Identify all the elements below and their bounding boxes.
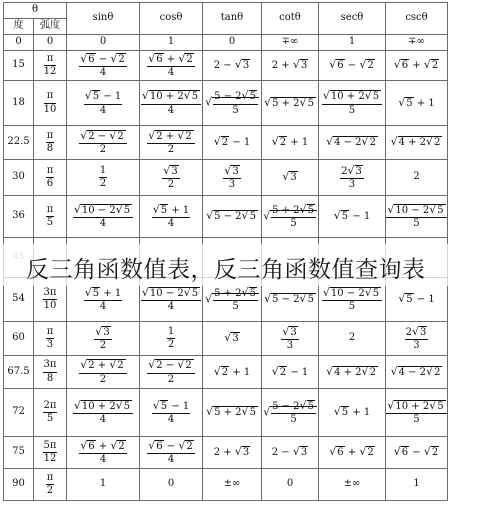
csc-cell: √4 + 2√2 xyxy=(386,126,448,160)
csc-cell: √6 + √2 xyxy=(386,51,448,81)
cos-cell: $\frac{√2 - √2}{2}$ xyxy=(140,356,203,389)
table-row xyxy=(4,196,448,238)
cos-cell: $\frac{√10 + 2√5}{4}$ xyxy=(140,81,203,126)
sin-cell: $\frac{√5 + 1}{4}$ xyxy=(67,278,140,322)
table-row xyxy=(4,35,448,51)
header-theta: θ xyxy=(4,3,67,19)
table-row xyxy=(4,81,448,126)
csc-cell: $\frac{2√3}{3}$ xyxy=(386,322,448,356)
degree-cell: 72 xyxy=(4,389,34,437)
radian-cell: $\frac{\pi}{6}$ xyxy=(34,160,67,196)
tan-cell: ±∞ xyxy=(203,469,262,501)
csc-cell: 1 xyxy=(386,469,448,501)
tan-cell: √3 xyxy=(203,322,262,356)
header-cot: cotθ xyxy=(262,3,319,35)
degree-cell: 75 xyxy=(4,437,34,469)
cos-cell: $\frac{√3}{2}$ xyxy=(140,160,203,196)
csc-cell: $\frac{√10 + 2√5}{5}$ xyxy=(386,389,448,437)
tan-cell: √2 − 1 xyxy=(203,126,262,160)
sec-cell: √4 − 2√2 xyxy=(319,126,386,160)
table-row xyxy=(4,51,448,81)
degree-cell: 60 xyxy=(4,322,34,356)
cot-cell: 2 + √3 xyxy=(262,51,319,81)
tan-cell: $\frac{√3}{3}$ xyxy=(203,160,262,196)
radian-cell: $\frac{\pi}{3}$ xyxy=(34,322,67,356)
sec-cell: √5 − 1 xyxy=(319,196,386,238)
cot-cell: √5 − 2√5 xyxy=(262,278,319,322)
cos-cell: $\frac{1}{2}$ xyxy=(140,322,203,356)
degree-cell: 90 xyxy=(4,469,34,501)
cot-cell: $\frac{√3}{3}$ xyxy=(262,322,319,356)
cot-cell: 2 − √3 xyxy=(262,437,319,469)
tan-cell: √ $\frac{5 - 2√5}{5}$ xyxy=(203,81,262,126)
sin-cell: $\frac{√2 - √2}{2}$ xyxy=(67,126,140,160)
tan-cell: √ $\frac{5 + 2√5}{5}$ xyxy=(203,278,262,322)
radian-cell: $\frac{\pi}{8}$ xyxy=(34,126,67,160)
radian-cell: $\frac{3\pi}{10}$ xyxy=(34,278,67,322)
cos-cell: $\frac{√6 + √2}{4}$ xyxy=(140,51,203,81)
header-radian: 弧度 xyxy=(34,19,67,35)
radian-cell: 0 xyxy=(34,35,67,51)
csc-cell: 2 xyxy=(386,160,448,196)
cot-cell: √ $\frac{5 - 2√5}{5}$ xyxy=(262,389,319,437)
sin-cell: $\frac{√3}{2}$ xyxy=(67,322,140,356)
table-row xyxy=(4,356,448,389)
cos-cell: $\frac{√2 + √2}{2}$ xyxy=(140,126,203,160)
sin-cell: $\frac{√10 + 2√5}{4}$ xyxy=(67,389,140,437)
degree-cell: 30 xyxy=(4,160,34,196)
tan-cell: 2 − √3 xyxy=(203,51,262,81)
radian-cell: $\frac{\pi}{2}$ xyxy=(34,469,67,501)
radian-cell: $\frac{5\pi}{12}$ xyxy=(34,437,67,469)
radian-cell: $\frac{\pi}{12}$ xyxy=(34,51,67,81)
cos-cell: $\frac{√6 - √2}{4}$ xyxy=(140,437,203,469)
csc-cell: √5 − 1 xyxy=(386,278,448,322)
sin-cell: $\frac{√5 - 1}{4}$ xyxy=(67,81,140,126)
tan-cell: 0 xyxy=(203,35,262,51)
cot-cell: √3 xyxy=(262,160,319,196)
sec-cell: 1 xyxy=(319,35,386,51)
degree-cell: 18 xyxy=(4,81,34,126)
degree-cell: 15 xyxy=(4,51,34,81)
caption-text: 反三角函数值表，反三角函数值查询表 xyxy=(26,257,426,283)
degree-cell: 54 xyxy=(4,278,34,322)
csc-cell: ∓∞ xyxy=(386,35,448,51)
cot-cell: ∓∞ xyxy=(262,35,319,51)
radian-cell: $\frac{2\pi}{5}$ xyxy=(34,389,67,437)
cot-cell: √5 + 2√5 xyxy=(262,81,319,126)
tan-cell: 2 + √3 xyxy=(203,437,262,469)
degree-cell: 36 xyxy=(4,196,34,238)
sin-cell: $\frac{√2 + √2}{2}$ xyxy=(67,356,140,389)
header-cos: cosθ xyxy=(140,3,203,35)
degree-cell: 67.5 xyxy=(4,356,34,389)
tan-cell: √5 − 2√5 xyxy=(203,196,262,238)
sec-cell: √4 + 2√2 xyxy=(319,356,386,389)
sec-cell: $\frac{√10 + 2√5}{5}$ xyxy=(319,81,386,126)
csc-cell: √4 − 2√2 xyxy=(386,356,448,389)
table-row xyxy=(4,160,448,196)
sec-cell: $\frac{2√3}{3}$ xyxy=(319,160,386,196)
sec-cell: $\frac{√10 - 2√5}{5}$ xyxy=(319,278,386,322)
tan-cell: √2 + 1 xyxy=(203,356,262,389)
sin-cell: $\frac{√6 + √2}{4}$ xyxy=(67,437,140,469)
radian-cell: $\frac{\pi}{10}$ xyxy=(34,81,67,126)
cot-cell: √2 + 1 xyxy=(262,126,319,160)
table-row xyxy=(4,437,448,469)
table-row xyxy=(4,322,448,356)
csc-cell: $\frac{√10 - 2√5}{5}$ xyxy=(386,196,448,238)
header-sec: secθ xyxy=(319,3,386,35)
sec-cell: √5 + 1 xyxy=(319,389,386,437)
csc-cell: √5 + 1 xyxy=(386,81,448,126)
sin-cell: 0 xyxy=(67,35,140,51)
table-row xyxy=(4,469,448,501)
cos-cell: 0 xyxy=(140,469,203,501)
cot-cell: √ $\frac{5 + 2√5}{5}$ xyxy=(262,196,319,238)
sec-cell: √6 + √2 xyxy=(319,437,386,469)
sin-cell: $\frac{√6 - √2}{4}$ xyxy=(67,51,140,81)
header-degree: 度 xyxy=(4,19,34,35)
degree-cell: 22.5 xyxy=(4,126,34,160)
cos-cell: $\frac{√5 - 1}{4}$ xyxy=(140,389,203,437)
cot-cell: 0 xyxy=(262,469,319,501)
cos-cell: $\frac{√10 - 2√5}{4}$ xyxy=(140,278,203,322)
csc-cell: √6 − √2 xyxy=(386,437,448,469)
radian-cell: $\frac{3\pi}{8}$ xyxy=(34,356,67,389)
degree-cell: 0 xyxy=(4,35,34,51)
sin-cell: $\frac{1}{2}$ xyxy=(67,160,140,196)
radian-cell: $\frac{\pi}{5}$ xyxy=(34,196,67,238)
cos-cell: $\frac{√5 + 1}{4}$ xyxy=(140,196,203,238)
sin-cell: 1 xyxy=(67,469,140,501)
table-row xyxy=(4,126,448,160)
header-sin: sinθ xyxy=(67,3,140,35)
header-tan: tanθ xyxy=(203,3,262,35)
cos-cell: 1 xyxy=(140,35,203,51)
header-csc: cscθ xyxy=(386,3,448,35)
cot-cell: √2 − 1 xyxy=(262,356,319,389)
sin-cell: $\frac{√10 - 2√5}{4}$ xyxy=(67,196,140,238)
table-row xyxy=(4,389,448,437)
sec-cell: √6 − √2 xyxy=(319,51,386,81)
sec-cell: 2 xyxy=(319,322,386,356)
tan-cell: √5 + 2√5 xyxy=(203,389,262,437)
sec-cell: ±∞ xyxy=(319,469,386,501)
